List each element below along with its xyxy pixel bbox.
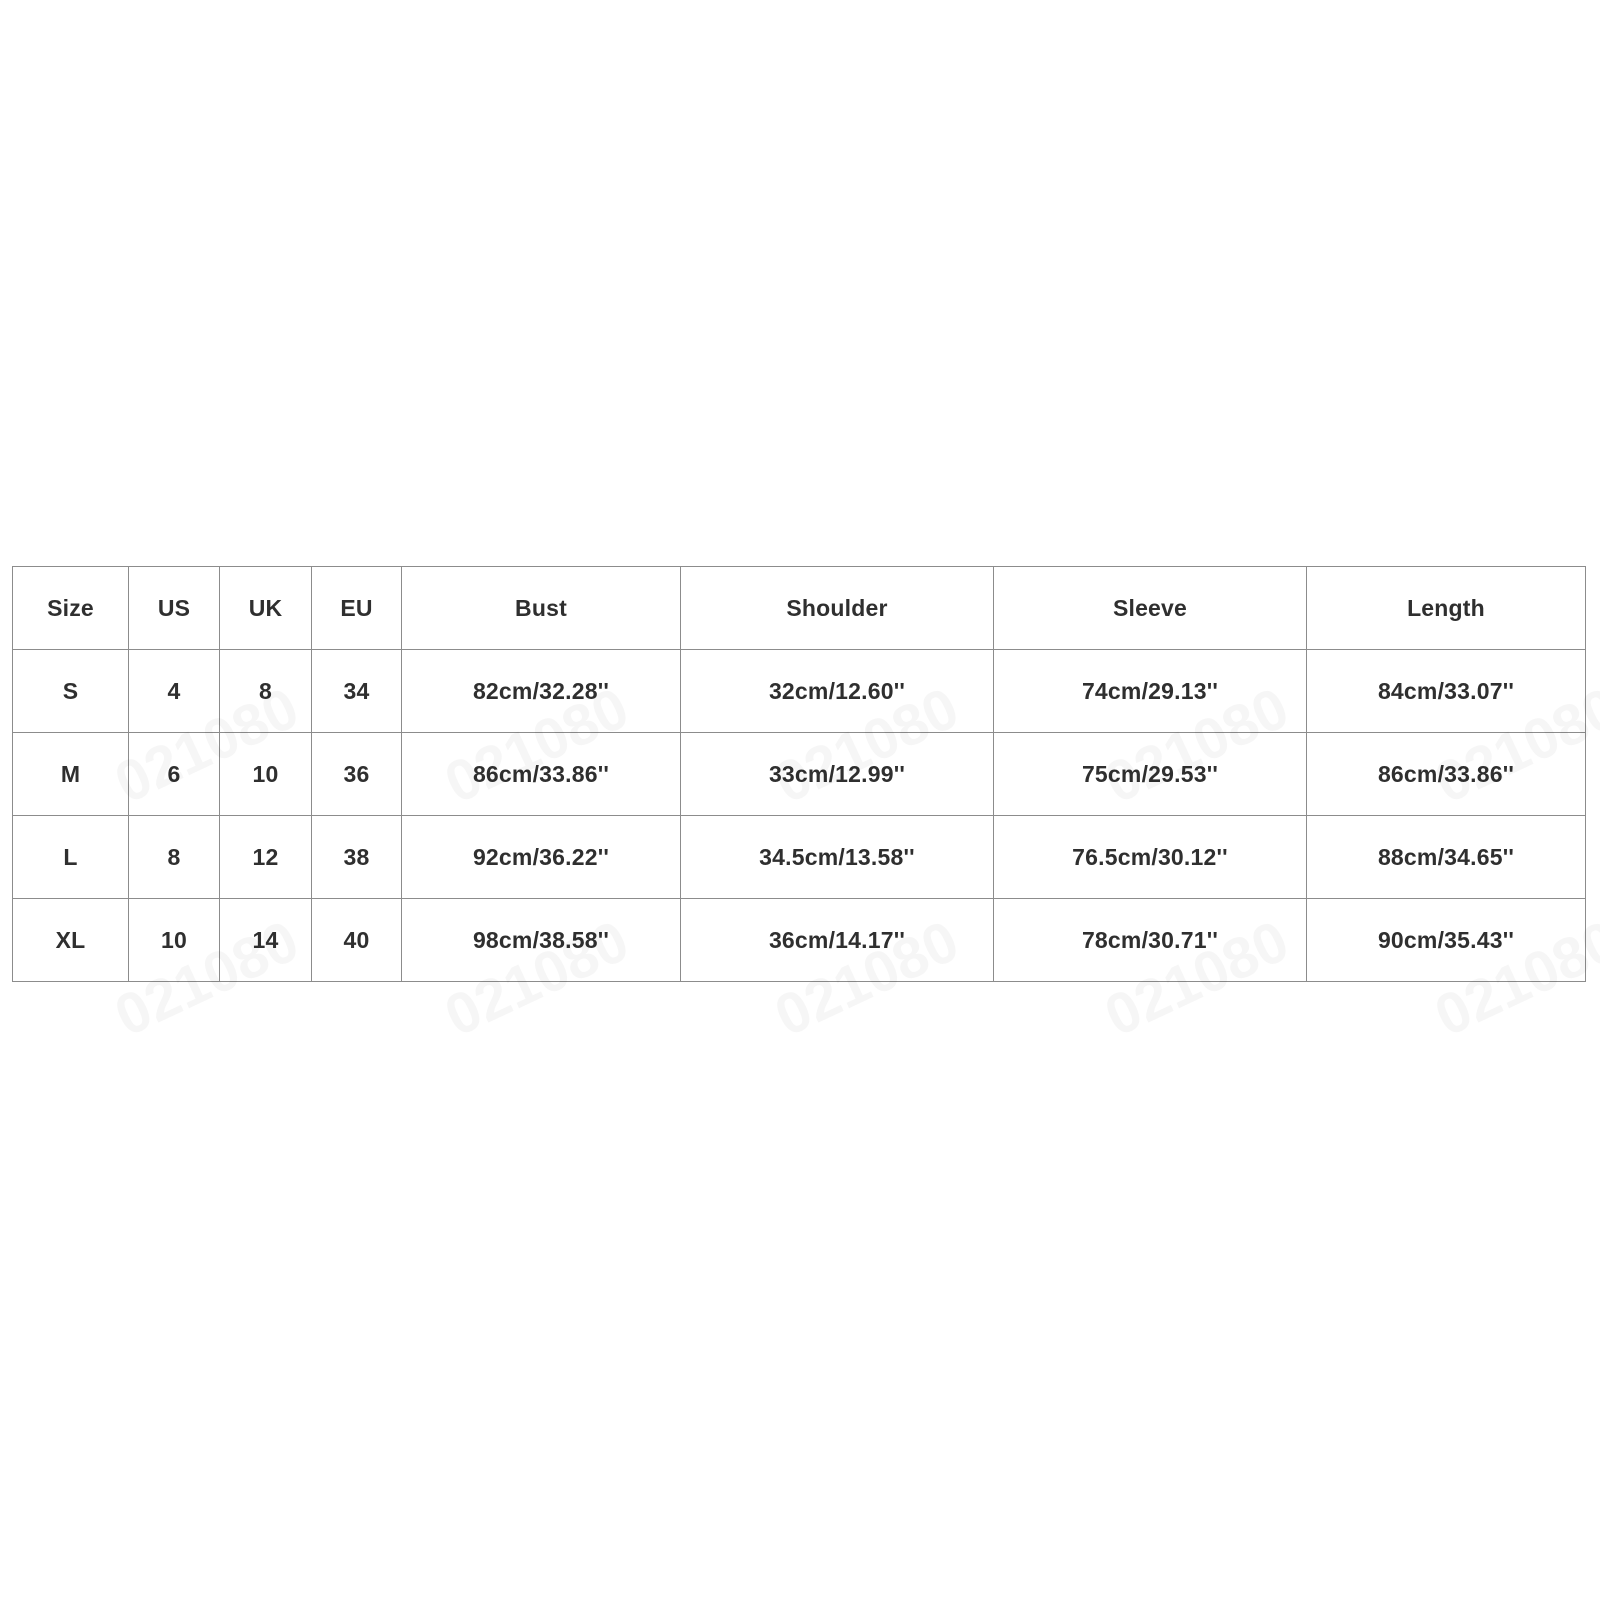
cell-sleeve: 75cm/29.53'': [994, 733, 1307, 816]
cell-shoulder: 36cm/14.17'': [681, 899, 994, 982]
cell-size: M: [13, 733, 129, 816]
header-uk: UK: [220, 567, 312, 650]
cell-sleeve: 76.5cm/30.12'': [994, 816, 1307, 899]
cell-eu: 36: [312, 733, 402, 816]
cell-bust: 92cm/36.22'': [402, 816, 681, 899]
cell-eu: 38: [312, 816, 402, 899]
cell-shoulder: 34.5cm/13.58'': [681, 816, 994, 899]
cell-size: S: [13, 650, 129, 733]
header-shoulder: Shoulder: [681, 567, 994, 650]
header-us: US: [129, 567, 220, 650]
cell-us: 10: [129, 899, 220, 982]
cell-uk: 10: [220, 733, 312, 816]
cell-bust: 82cm/32.28'': [402, 650, 681, 733]
size-chart-table: [12, 566, 1586, 982]
table-header-row: [13, 567, 1586, 650]
cell-shoulder: 33cm/12.99'': [681, 733, 994, 816]
cell-shoulder: 32cm/12.60'': [681, 650, 994, 733]
header-length: Length: [1307, 567, 1586, 650]
cell-eu: 34: [312, 650, 402, 733]
cell-length: 90cm/35.43'': [1307, 899, 1586, 982]
cell-uk: 14: [220, 899, 312, 982]
cell-length: 88cm/34.65'': [1307, 816, 1586, 899]
cell-bust: 86cm/33.86'': [402, 733, 681, 816]
cell-uk: 12: [220, 816, 312, 899]
cell-us: 4: [129, 650, 220, 733]
table-row: [13, 816, 1586, 899]
table-row: [13, 733, 1586, 816]
cell-eu: 40: [312, 899, 402, 982]
table-row: [13, 650, 1586, 733]
cell-bust: 98cm/38.58'': [402, 899, 681, 982]
cell-sleeve: 78cm/30.71'': [994, 899, 1307, 982]
cell-size: XL: [13, 899, 129, 982]
header-eu: EU: [312, 567, 402, 650]
cell-sleeve: 74cm/29.13'': [994, 650, 1307, 733]
header-sleeve: Sleeve: [994, 567, 1307, 650]
table-row: [13, 899, 1586, 982]
header-bust: Bust: [402, 567, 681, 650]
cell-length: 84cm/33.07'': [1307, 650, 1586, 733]
cell-uk: 8: [220, 650, 312, 733]
cell-length: 86cm/33.86'': [1307, 733, 1586, 816]
cell-us: 6: [129, 733, 220, 816]
cell-us: 8: [129, 816, 220, 899]
header-size: Size: [13, 567, 129, 650]
cell-size: L: [13, 816, 129, 899]
